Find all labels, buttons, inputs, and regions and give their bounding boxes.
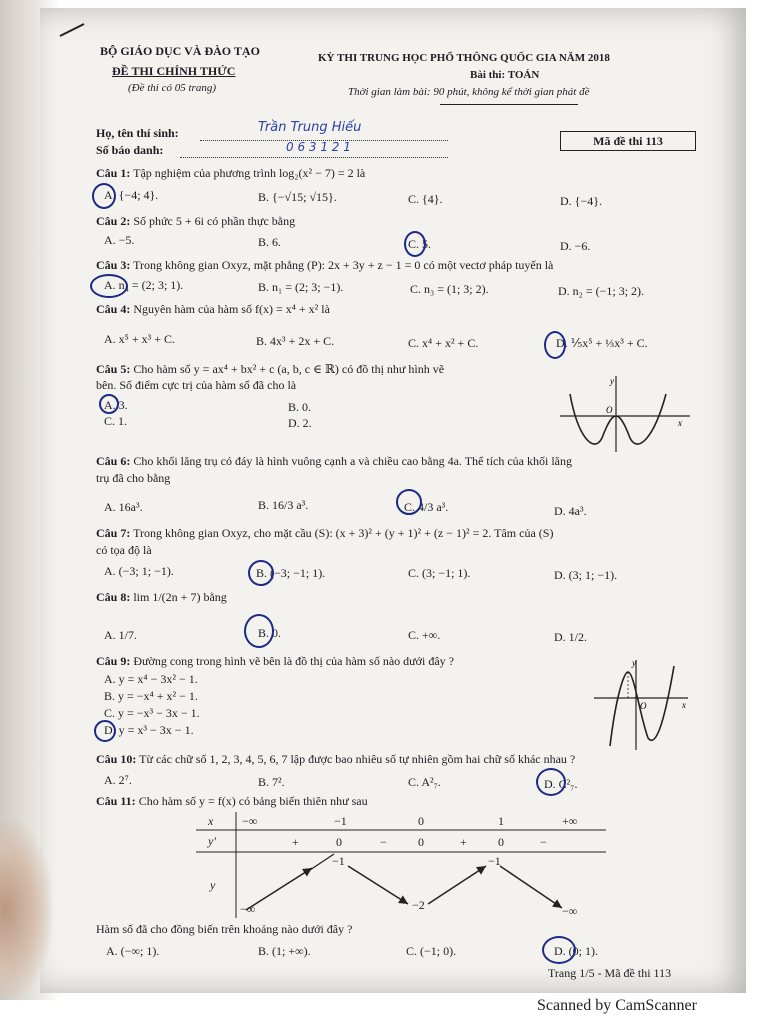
q7-stem: Câu 7: Trong không gian Oxyz, cho mặt cầu (S): (x + 3)² + (y + 1)² + (z − 1)² = 2. Tâm của (S) xyxy=(96,526,554,540)
q8-answer-mark xyxy=(244,614,274,648)
q8-option-d[interactable]: D. 1/2. xyxy=(554,630,587,644)
q5-option-d[interactable]: D. 2. xyxy=(288,416,312,430)
q6-option-b[interactable]: B. 16/3 a³. xyxy=(258,498,309,512)
q3-option-d[interactable]: D. n₂ = (−1; 3; 2). xyxy=(558,284,645,298)
q11-option-c[interactable]: C. (−1; 0). xyxy=(406,944,457,958)
variation-table-lines xyxy=(196,812,616,918)
q8-stem: Câu 8: lim 1/(2n + 7) bằng xyxy=(96,590,227,604)
q4-answer-mark xyxy=(544,331,566,359)
pen-mark xyxy=(58,20,88,40)
q8-option-b[interactable]: B. 0. xyxy=(258,626,282,640)
q4-option-c[interactable]: C. x⁴ + x² + C. xyxy=(408,336,479,350)
q3-option-b[interactable]: B. n₁ = (2; 3; −1). xyxy=(258,280,344,294)
q11-option-a[interactable]: A. (−∞; 1). xyxy=(106,944,160,958)
q3-answer-mark xyxy=(90,274,128,298)
q6-answer-mark xyxy=(396,489,422,515)
vt-y-value: −∞ xyxy=(240,902,256,916)
header-divider xyxy=(440,104,578,105)
pages-note: (Đề thi có 05 trang) xyxy=(128,82,216,94)
q4-stem: Câu 4: Nguyên hàm của hàm số f(x) = x⁴ + x² là xyxy=(96,302,330,316)
vt-x-label: x xyxy=(208,814,214,828)
q3-option-c[interactable]: C. n₃ = (1; 3; 2). xyxy=(410,282,489,296)
q2-option-d[interactable]: D. −6. xyxy=(560,239,591,253)
q9-stem: Câu 9: Đường cong trong hình vẽ bên là đồ thị của hàm số nào dưới đây ? xyxy=(96,654,454,668)
q9-option-c[interactable]: C. y = −x³ − 3x − 1. xyxy=(104,706,200,720)
vt-sign: 0 xyxy=(498,835,504,849)
vt-x-value: 0 xyxy=(418,814,424,828)
q3-option-a[interactable]: A. n₄ = (2; 3; 1). xyxy=(104,278,184,292)
ministry-name: BỘ GIÁO DỤC VÀ ĐÀO TẠO xyxy=(100,44,260,58)
q6-option-a[interactable]: A. 16a³. xyxy=(104,500,143,514)
q11-answer-mark xyxy=(542,936,576,964)
q10-option-b[interactable]: B. 7². xyxy=(258,775,285,789)
q5-graph-origin-label: O xyxy=(606,405,613,415)
vt-sign: − xyxy=(540,835,547,849)
q6-stem-2: trụ đã cho bằng xyxy=(96,471,171,485)
q9-graph-y-label: y xyxy=(632,658,636,668)
q5-stem-2: bên. Số điểm cực trị của hàm số đã cho là xyxy=(96,378,297,392)
q9-option-d[interactable]: D. y = x³ − 3x − 1. xyxy=(104,723,194,737)
q3-stem: Câu 3: Trong không gian Oxyz, mặt phẳng (P): 2x + 3y + z − 1 = 0 có một vectơ pháp tuyến là xyxy=(96,258,554,272)
vt-y-label: y xyxy=(210,878,216,892)
q10-option-d[interactable]: D. C²₇. xyxy=(544,777,578,791)
q1-answer-mark xyxy=(92,183,116,209)
q2-option-a[interactable]: A. −5. xyxy=(104,233,135,247)
q8-option-a[interactable]: A. 1/7. xyxy=(104,628,137,642)
q5-stem: Câu 5: Cho hàm số y = ax⁴ + bx² + c (a, b, c ∈ ℝ) có đồ thị như hình vẽ xyxy=(96,362,445,376)
vt-x-value: −∞ xyxy=(242,814,258,828)
q2-stem: Câu 2: Số phức 5 + 6i có phần thực bằng xyxy=(96,214,296,228)
vt-y-value: −1 xyxy=(488,854,501,868)
q9-option-b[interactable]: B. y = −x⁴ + x² − 1. xyxy=(104,689,198,703)
thumb xyxy=(0,820,52,1000)
q11-stem-2: Hàm số đã cho đồng biến trên khoảng nào dưới đây ? xyxy=(96,922,353,936)
time-note: Thời gian làm bài: 90 phút, không kể thời gian phát đề xyxy=(348,86,590,98)
candidate-name: Trần Trung Hiếu xyxy=(258,120,362,135)
q8-option-c[interactable]: C. +∞. xyxy=(408,628,441,642)
scanner-watermark: Scanned by CamScanner xyxy=(537,997,697,1014)
q5-option-c[interactable]: C. 1. xyxy=(104,414,128,428)
q10-stem: Câu 10: Từ các chữ số 1, 2, 3, 4, 5, 6, 7 lập được bao nhiêu số tự nhiên gồm hai chữ số khác nhau ? xyxy=(96,752,576,766)
q7-option-d[interactable]: D. (3; 1; −1). xyxy=(554,568,618,582)
q5-graph-y-label: y xyxy=(610,376,614,386)
q1-stem: Câu 1: Tập nghiệm của phương trình log₂(x² − 7) = 2 là xyxy=(96,166,366,180)
vt-y-value: −1 xyxy=(332,854,345,868)
q2-option-b[interactable]: B. 6. xyxy=(258,235,282,249)
q2-option-c[interactable]: C. 5. xyxy=(408,237,432,251)
q11-option-d[interactable]: D. (0; 1). xyxy=(554,944,598,958)
q5-curve xyxy=(570,394,666,444)
q9-answer-mark xyxy=(94,720,116,742)
candidate-id: 0 6 3 1 2 1 xyxy=(286,140,351,154)
exam-title: KỲ THI TRUNG HỌC PHỔ THÔNG QUỐC GIA NĂM 2018 xyxy=(318,52,610,64)
vt-yp-label: y' xyxy=(208,834,216,848)
vt-sign: 0 xyxy=(336,835,342,849)
q7-option-b[interactable]: B. (−3; −1; 1). xyxy=(256,566,326,580)
vt-sign: + xyxy=(460,835,467,849)
q7-stem-2: có tọa độ là xyxy=(96,543,152,557)
vt-x-value: 1 xyxy=(498,814,504,828)
q9-graph xyxy=(590,656,694,752)
exam-code: Mã đề thi 113 xyxy=(560,131,696,151)
q5-option-a[interactable]: A. 3. xyxy=(104,398,128,412)
q5-option-b[interactable]: B. 0. xyxy=(288,400,312,414)
q10-option-a[interactable]: A. 2⁷. xyxy=(104,773,132,787)
page-footer: Trang 1/5 - Mã đề thi 113 xyxy=(548,966,672,980)
vt-sign: − xyxy=(380,835,387,849)
q4-option-a[interactable]: A. x⁵ + x³ + C. xyxy=(104,332,175,346)
q7-option-a[interactable]: A. (−3; 1; −1). xyxy=(104,564,174,578)
vt-x-value: −1 xyxy=(334,814,347,828)
q5-graph-x-label: x xyxy=(678,418,682,428)
q5-graph xyxy=(556,372,696,454)
vt-sign: + xyxy=(292,835,299,849)
q5-answer-mark xyxy=(99,394,119,414)
q2-answer-mark xyxy=(404,231,426,257)
q4-option-b[interactable]: B. 4x³ + 2x + C. xyxy=(256,334,335,348)
q6-stem: Câu 6: Cho khối lăng trụ có đáy là hình vuông cạnh a và chiều cao bằng 4a. Thể tích của khối lăng xyxy=(96,454,572,468)
q1-option-d[interactable]: D. {−4}. xyxy=(560,194,602,208)
q7-option-c[interactable]: C. (3; −1; 1). xyxy=(408,566,471,580)
q9-option-a[interactable]: A. y = x⁴ − 3x² − 1. xyxy=(104,672,198,686)
vt-y-value: −2 xyxy=(412,898,425,912)
q9-graph-x-label: x xyxy=(682,700,686,710)
vt-y-value: −∞ xyxy=(562,904,578,918)
name-label: Họ, tên thí sinh: xyxy=(96,126,179,140)
variation-table xyxy=(196,812,616,918)
q7-answer-mark xyxy=(248,560,274,586)
q6-option-d[interactable]: D. 4a³. xyxy=(554,504,587,518)
official-label: ĐỀ THI CHÍNH THỨC xyxy=(112,64,236,78)
q11-stem: Câu 11: Cho hàm số y = f(x) có bảng biến thiên như sau xyxy=(96,794,368,808)
q10-option-c[interactable]: C. A²₇. xyxy=(408,775,441,789)
id-label: Số báo danh: xyxy=(96,143,164,157)
q11-option-b[interactable]: B. (1; +∞). xyxy=(258,944,311,958)
q6-option-c[interactable]: C. 4/3 a³. xyxy=(404,500,449,514)
vt-x-value: +∞ xyxy=(562,814,578,828)
q1-option-c[interactable]: C. {4}. xyxy=(408,192,443,206)
q1-option-a[interactable]: A. {−4; 4}. xyxy=(104,188,159,202)
q9-graph-origin-label: O xyxy=(640,701,647,711)
q4-option-d[interactable]: D. ⅕x⁵ + ⅓x³ + C. xyxy=(556,336,648,350)
q10-answer-mark xyxy=(536,768,566,796)
vt-sign: 0 xyxy=(418,835,424,849)
id-dots xyxy=(180,157,448,158)
q1-option-b[interactable]: B. {−√15; √15}. xyxy=(258,190,337,204)
subject: Bài thi: TOÁN xyxy=(470,69,540,81)
